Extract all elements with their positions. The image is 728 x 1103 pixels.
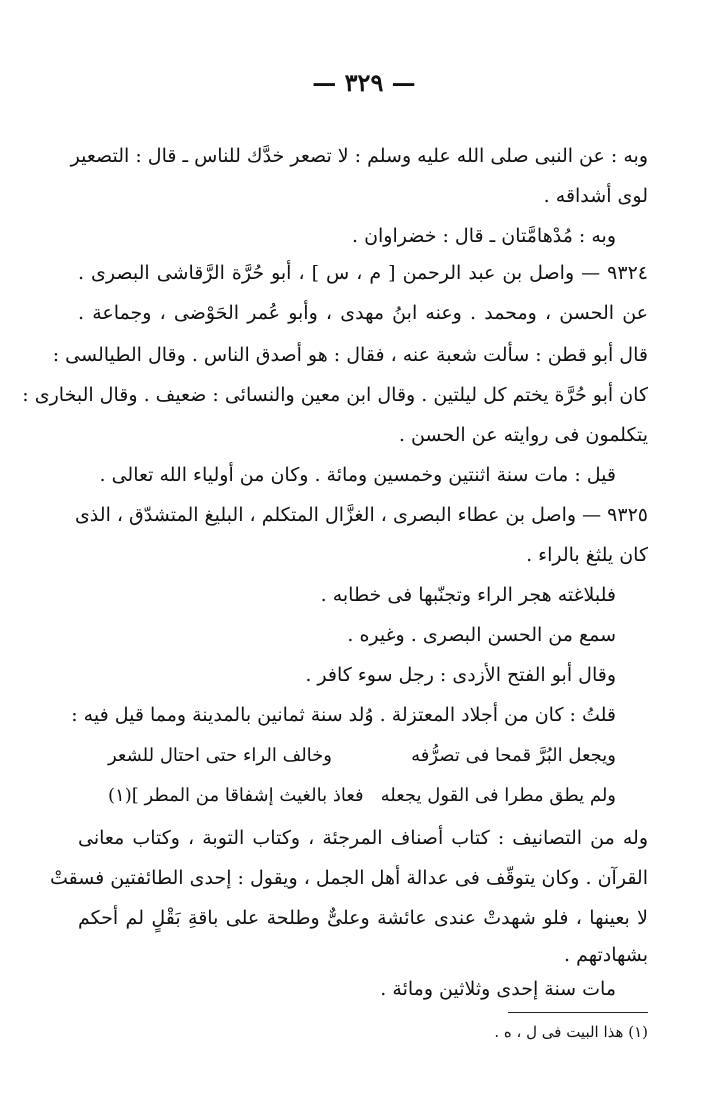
text-line-6: قال أبو قطن : سألت شعبة عنه ، فقال : هو أصدق الناس . وقال الطيالسى : — [52, 344, 648, 366]
text-line-15: قلتُ : كان من أجلاد المعتزلة . وُلد سنة ثمانين بالمدينة ومما قيل فيه : — [71, 704, 616, 726]
footnote-divider — [508, 1012, 648, 1013]
verse-2-second-hemistich: فعاذ بالغيث إشفاقا من المطر ](١) — [108, 785, 364, 806]
text-line-20: مات سنة إحدى وثلاثين ومائة . — [380, 978, 616, 1000]
verse-1-first-hemistich: ويجعل البُرَّ قمحا فى تصرُّفه — [411, 745, 616, 766]
text-line-7: كان أبو حُرَّة يختم كل ليلتين . وقال ابن معين والنسائى : ضعيف . وقال البخارى : — [22, 384, 648, 406]
text-line-9: قيل : مات سنة اثنتين وخمسين ومائة . وكان من أولياء الله تعالى . — [99, 464, 616, 486]
text-line-18: لا بعينها ، فلو شهدتْ عندى عائشة وعلىٌّ وطلحة على باقةِ بَقْلٍ لم أحكم — [78, 907, 648, 929]
text-line-19: بشهادتهم . — [563, 944, 648, 966]
verse-1-second-hemistich: وخالف الراء حتى احتال للشعر — [108, 745, 332, 766]
footnote: (١) هذا البيت فى ل ، ه . — [494, 1023, 648, 1041]
page-number: — ٣٢٩ — — [312, 68, 416, 97]
entry-9324-heading: ٩٣٢٤ — واصل بن عبد الرحمن [ م ، س ] ، أبو حُرَّة الرَّقاشى البصرى . — [78, 262, 648, 284]
text-line-11: كان يلثغ بالراء . — [526, 544, 648, 566]
text-line-12: فلبلاغته هجر الراء وتجنّبها فى خطابه . — [320, 584, 616, 606]
text-line-2: لوى أشداقه . — [543, 185, 648, 207]
text-line-17: القرآن . وكان يتوقّف فى عدالة أهل الجمل ، ويقول : إحدى الطائفتين فسقتْ — [49, 867, 648, 889]
entry-9325-heading: ٩٣٢٥ — واصل بن عطاء البصرى ، الغزَّال المتكلم ، البليغ المتشدّق ، الذى — [74, 504, 648, 526]
text-line-8: يتكلمون فى روايته عن الحسن . — [398, 424, 648, 446]
text-line-5: عن الحسن ، ومحمد . وعنه ابنُ مهدى ، وأبو عُمر الحَوْضى ، وجماعة . — [78, 302, 648, 324]
text-line-3: وبه : مُدْهامَّتان ـ قال : خضراوان . — [351, 225, 616, 247]
text-line-16: وله من التصانيف : كتاب أصناف المرجئة ، وكتاب التوبة ، وكتاب معانى — [78, 827, 648, 849]
text-line-13: سمع من الحسن البصرى . وغيره . — [347, 624, 616, 646]
text-line-14: وقال أبو الفتح الأزدى : رجل سوء كافر . — [305, 664, 616, 686]
text-line-1: وبه : عن النبى صلى الله عليه وسلم : لا تصعر خدَّك للناس ـ قال : التصعير — [70, 145, 648, 167]
verse-2-first-hemistich: ولم يطق مطرا فى القول يجعله — [380, 785, 616, 806]
